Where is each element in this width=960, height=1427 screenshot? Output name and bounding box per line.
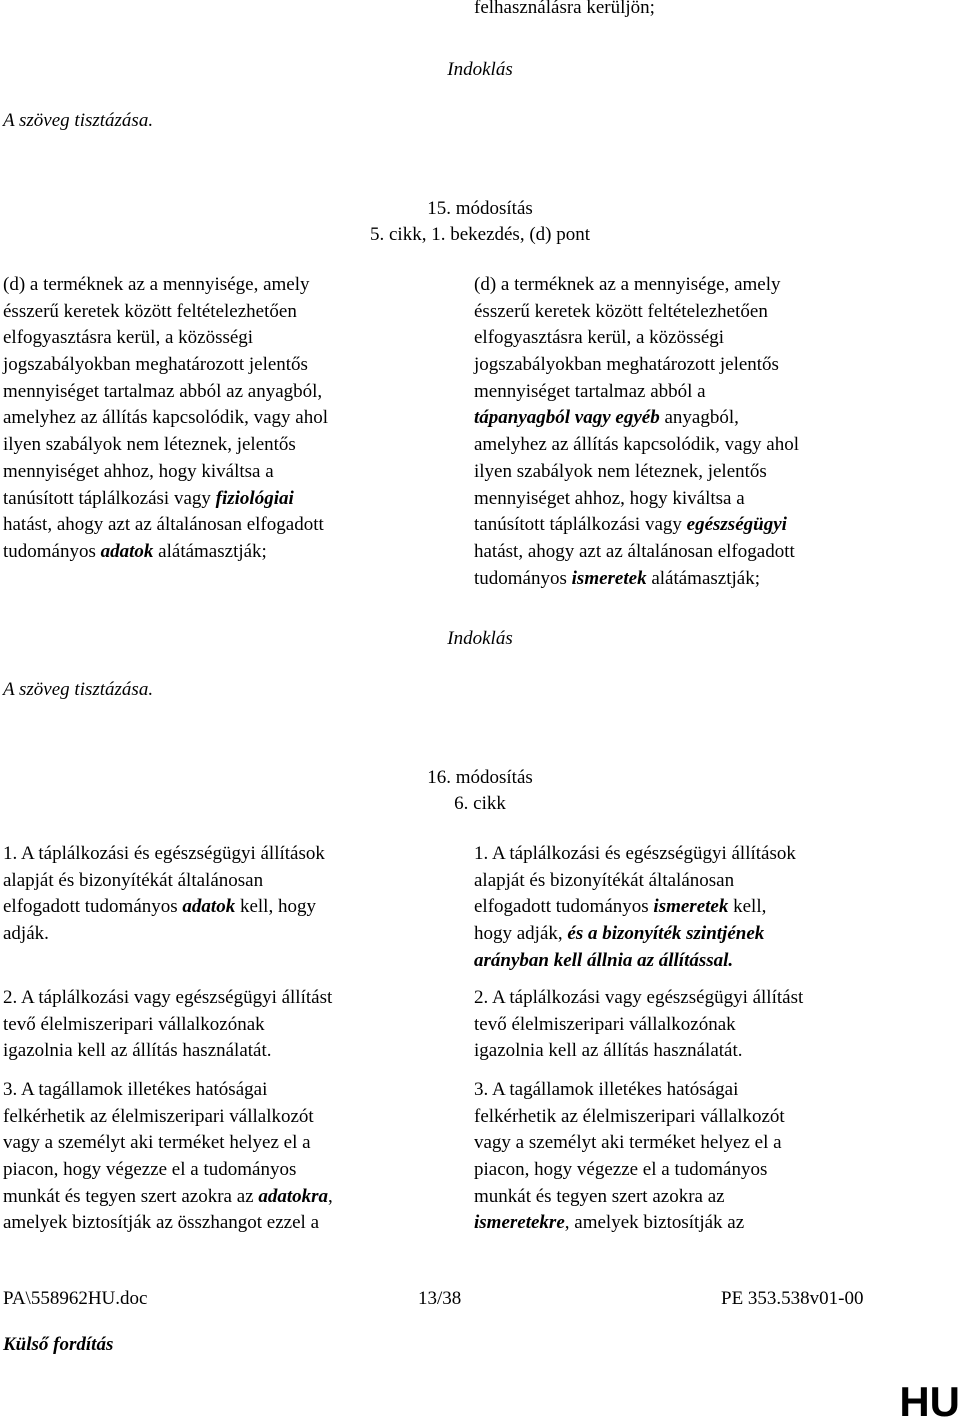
text-segment: alapját és bizonyítékát általánosan [3, 869, 264, 891]
text-segment: jogszabályokban meghatározott jelentős [3, 354, 308, 376]
text-segment: igazolnia kell az állítás használatát. [474, 1040, 743, 1062]
amended-emphasis: tápanyagból vagy egyéb [474, 407, 660, 429]
text-segment: hatást, ahogy azt az általánosan elfogadott [474, 540, 795, 562]
language-code: HU [899, 1378, 960, 1425]
text-segment: 2. A táplálkozási vagy egészségügyi állítást [3, 987, 333, 1008]
text-line [474, 325, 799, 352]
text-line [3, 1012, 332, 1039]
text-line [474, 566, 799, 593]
text-line [474, 1077, 785, 1104]
amendment-16-original-paragraph-1 [3, 841, 325, 948]
continuation-text: felhasználásra kerüljön; [474, 0, 655, 18]
text-segment: igazolnia kell az állítás használatát. [3, 1040, 272, 1062]
amendment-16-reference: 6. cikk [454, 793, 506, 814]
text-line [474, 1157, 785, 1184]
text-line [474, 539, 799, 566]
text-line [474, 1038, 803, 1065]
amended-emphasis: ismeretek [571, 567, 647, 589]
text-segment: piacon, hogy végezze el a tudományos [3, 1159, 297, 1181]
text-segment: alátámasztják; [646, 567, 760, 589]
text-line [474, 985, 803, 1012]
text-segment: mennyiséget tartalmaz abból az anyagból, [3, 380, 323, 402]
text-segment: (d) a terméknek az a mennyisége, amely [3, 274, 310, 295]
text-segment: amelyek biztosítják az összhangot ezzel a [3, 1212, 320, 1234]
text-segment: adják. [3, 923, 49, 945]
text-line [474, 379, 799, 406]
text-line [474, 894, 796, 921]
text-segment: elfogyasztásra kerül, a közösségi [474, 327, 725, 349]
text-segment: kell, hogy [235, 896, 316, 918]
footer-pe-reference: PE 353.538v01-00 [721, 1288, 864, 1309]
amendment-16-amended-paragraph-2 [474, 985, 803, 1065]
text-segment: tudományos [474, 567, 572, 589]
amended-emphasis: fiziológiai [215, 487, 294, 509]
text-segment: 2. A táplálkozási vagy egészségügyi állítást [474, 987, 804, 1008]
text-line [474, 512, 799, 539]
text-segment: elfogadott tudományos [3, 896, 183, 918]
text-line [3, 1038, 332, 1065]
text-line [3, 1077, 333, 1104]
amendment-16-amended-paragraph-3 [474, 1077, 785, 1237]
text-segment: 3. A tagállamok illetékes hatóságai [474, 1079, 739, 1100]
text-line [3, 352, 328, 379]
text-segment: felkérhetik az élelmiszeripari vállalkozót [3, 1105, 314, 1127]
justification-heading: Indoklás [447, 59, 513, 80]
text-segment: tudományos [3, 540, 101, 562]
text-segment: piacon, hogy végezze el a tudományos [474, 1159, 768, 1181]
text-segment: hatást, ahogy azt az általánosan elfogadott [3, 514, 324, 536]
amended-emphasis: egészségügyi [686, 514, 787, 536]
text-segment: , [328, 1185, 333, 1207]
text-line [3, 459, 328, 486]
text-segment: (d) a terméknek az a mennyisége, amely [474, 274, 781, 295]
text-line [3, 985, 332, 1012]
text-segment: elfogyasztásra kerül, a közösségi [3, 327, 254, 349]
text-line [474, 1210, 785, 1237]
amended-emphasis: adatok [182, 896, 236, 918]
text-segment: hogy adják, [474, 923, 568, 945]
text-segment: tanúsított táplálkozási vagy [3, 487, 216, 509]
text-segment: , amelyek biztosítják az [564, 1212, 745, 1234]
text-line [474, 486, 799, 513]
amendment-15-reference: 5. cikk, 1. bekezdés, (d) pont [369, 224, 591, 245]
amendment-15-amended-text [474, 272, 799, 592]
text-segment: elfogadott tudományos [474, 896, 654, 918]
amendment-16-original-paragraph-2 [3, 985, 332, 1065]
text-segment: jogszabályokban meghatározott jelentős [474, 354, 779, 376]
text-line [474, 1104, 785, 1131]
text-line [474, 272, 799, 299]
amended-emphasis: ismeretek [653, 896, 729, 918]
amendment-16-amended-paragraph-1 [474, 841, 796, 974]
text-line [3, 1130, 333, 1157]
amendment-15-original-text [3, 272, 328, 566]
text-segment: munkát és tegyen szert azokra az [474, 1185, 725, 1207]
amended-emphasis: adatok [100, 540, 154, 562]
amended-emphasis: ismeretekre [474, 1212, 565, 1234]
text-line [3, 841, 325, 868]
text-line [3, 1104, 333, 1131]
text-line [474, 948, 796, 975]
justification-text: A szöveg tisztázása. [3, 110, 154, 131]
text-line [3, 299, 328, 326]
text-segment: vagy a személyt aki terméket helyez el a [3, 1132, 311, 1154]
text-segment: mennyiséget tartalmaz abból a [474, 380, 706, 402]
text-line [3, 539, 328, 566]
text-segment: tevő élelmiszeripari vállalkozónak [3, 1013, 265, 1035]
text-segment: 1. A táplálkozási és egészségügyi állítások [474, 843, 796, 864]
text-line [474, 299, 799, 326]
justification-heading-15: Indoklás [447, 628, 513, 649]
text-segment: anyagból, [659, 407, 739, 429]
text-segment: tevő élelmiszeripari vállalkozónak [474, 1013, 736, 1035]
text-segment: tanúsított táplálkozási vagy [474, 514, 687, 536]
text-line [474, 1012, 803, 1039]
text-segment: ésszerű keretek között feltételezhetően [474, 300, 768, 322]
text-segment: amelyhez az állítás kapcsolódik, vagy ahol [3, 407, 328, 429]
text-line [3, 894, 325, 921]
text-segment: ilyen szabályok nem léteznek, jelentős [3, 434, 296, 456]
text-segment: ilyen szabályok nem léteznek, jelentős [474, 460, 767, 482]
text-segment: munkát és tegyen szert azokra az [3, 1185, 259, 1207]
text-line [474, 868, 796, 895]
text-line [474, 459, 799, 486]
text-segment: kell, [728, 896, 767, 918]
text-line [474, 841, 796, 868]
text-line [474, 1184, 785, 1211]
text-segment: vagy a személyt aki terméket helyez el a [474, 1132, 782, 1154]
text-line [474, 921, 796, 948]
amendment-16-number: 16. módosítás [427, 767, 533, 788]
footer-doc-reference: PA\558962HU.doc [3, 1288, 148, 1309]
footer-page-number: 13/38 [418, 1288, 462, 1309]
amendment-15-number: 15. módosítás [427, 198, 533, 219]
text-line [3, 405, 328, 432]
text-line [3, 921, 325, 948]
text-line [3, 868, 325, 895]
justification-text-15: A szöveg tisztázása. [3, 679, 154, 700]
text-line [3, 486, 328, 513]
text-segment: alátámasztják; [153, 540, 267, 562]
text-segment: amelyhez az állítás kapcsolódik, vagy ahol [474, 434, 799, 456]
text-line [474, 1130, 785, 1157]
text-line [3, 1157, 333, 1184]
text-segment: felkérhetik az élelmiszeripari vállalkozót [474, 1105, 785, 1127]
text-line [3, 1184, 333, 1211]
text-segment: mennyiséget ahhoz, hogy kiváltsa a [3, 460, 274, 482]
text-line [474, 432, 799, 459]
text-line [3, 272, 328, 299]
text-line [3, 379, 328, 406]
text-line [3, 325, 328, 352]
footer-translation-note: Külső fordítás [3, 1334, 114, 1355]
amended-emphasis: adatokra [258, 1185, 329, 1207]
text-line [474, 352, 799, 379]
amendment-16-original-paragraph-3 [3, 1077, 333, 1237]
text-segment: mennyiséget ahhoz, hogy kiváltsa a [474, 487, 745, 509]
text-line [3, 512, 328, 539]
text-segment: 3. A tagállamok illetékes hatóságai [3, 1079, 268, 1100]
amended-emphasis: és a bizonyíték szintjének [567, 923, 765, 945]
text-line [474, 405, 799, 432]
text-segment: 1. A táplálkozási és egészségügyi állítások [3, 843, 325, 864]
amended-emphasis: arányban kell állnia az állítással. [474, 949, 734, 971]
text-segment: ésszerű keretek között feltételezhetően [3, 300, 297, 322]
text-line [3, 432, 328, 459]
text-line [3, 1210, 333, 1237]
text-segment: alapját és bizonyítékát általánosan [474, 869, 735, 891]
